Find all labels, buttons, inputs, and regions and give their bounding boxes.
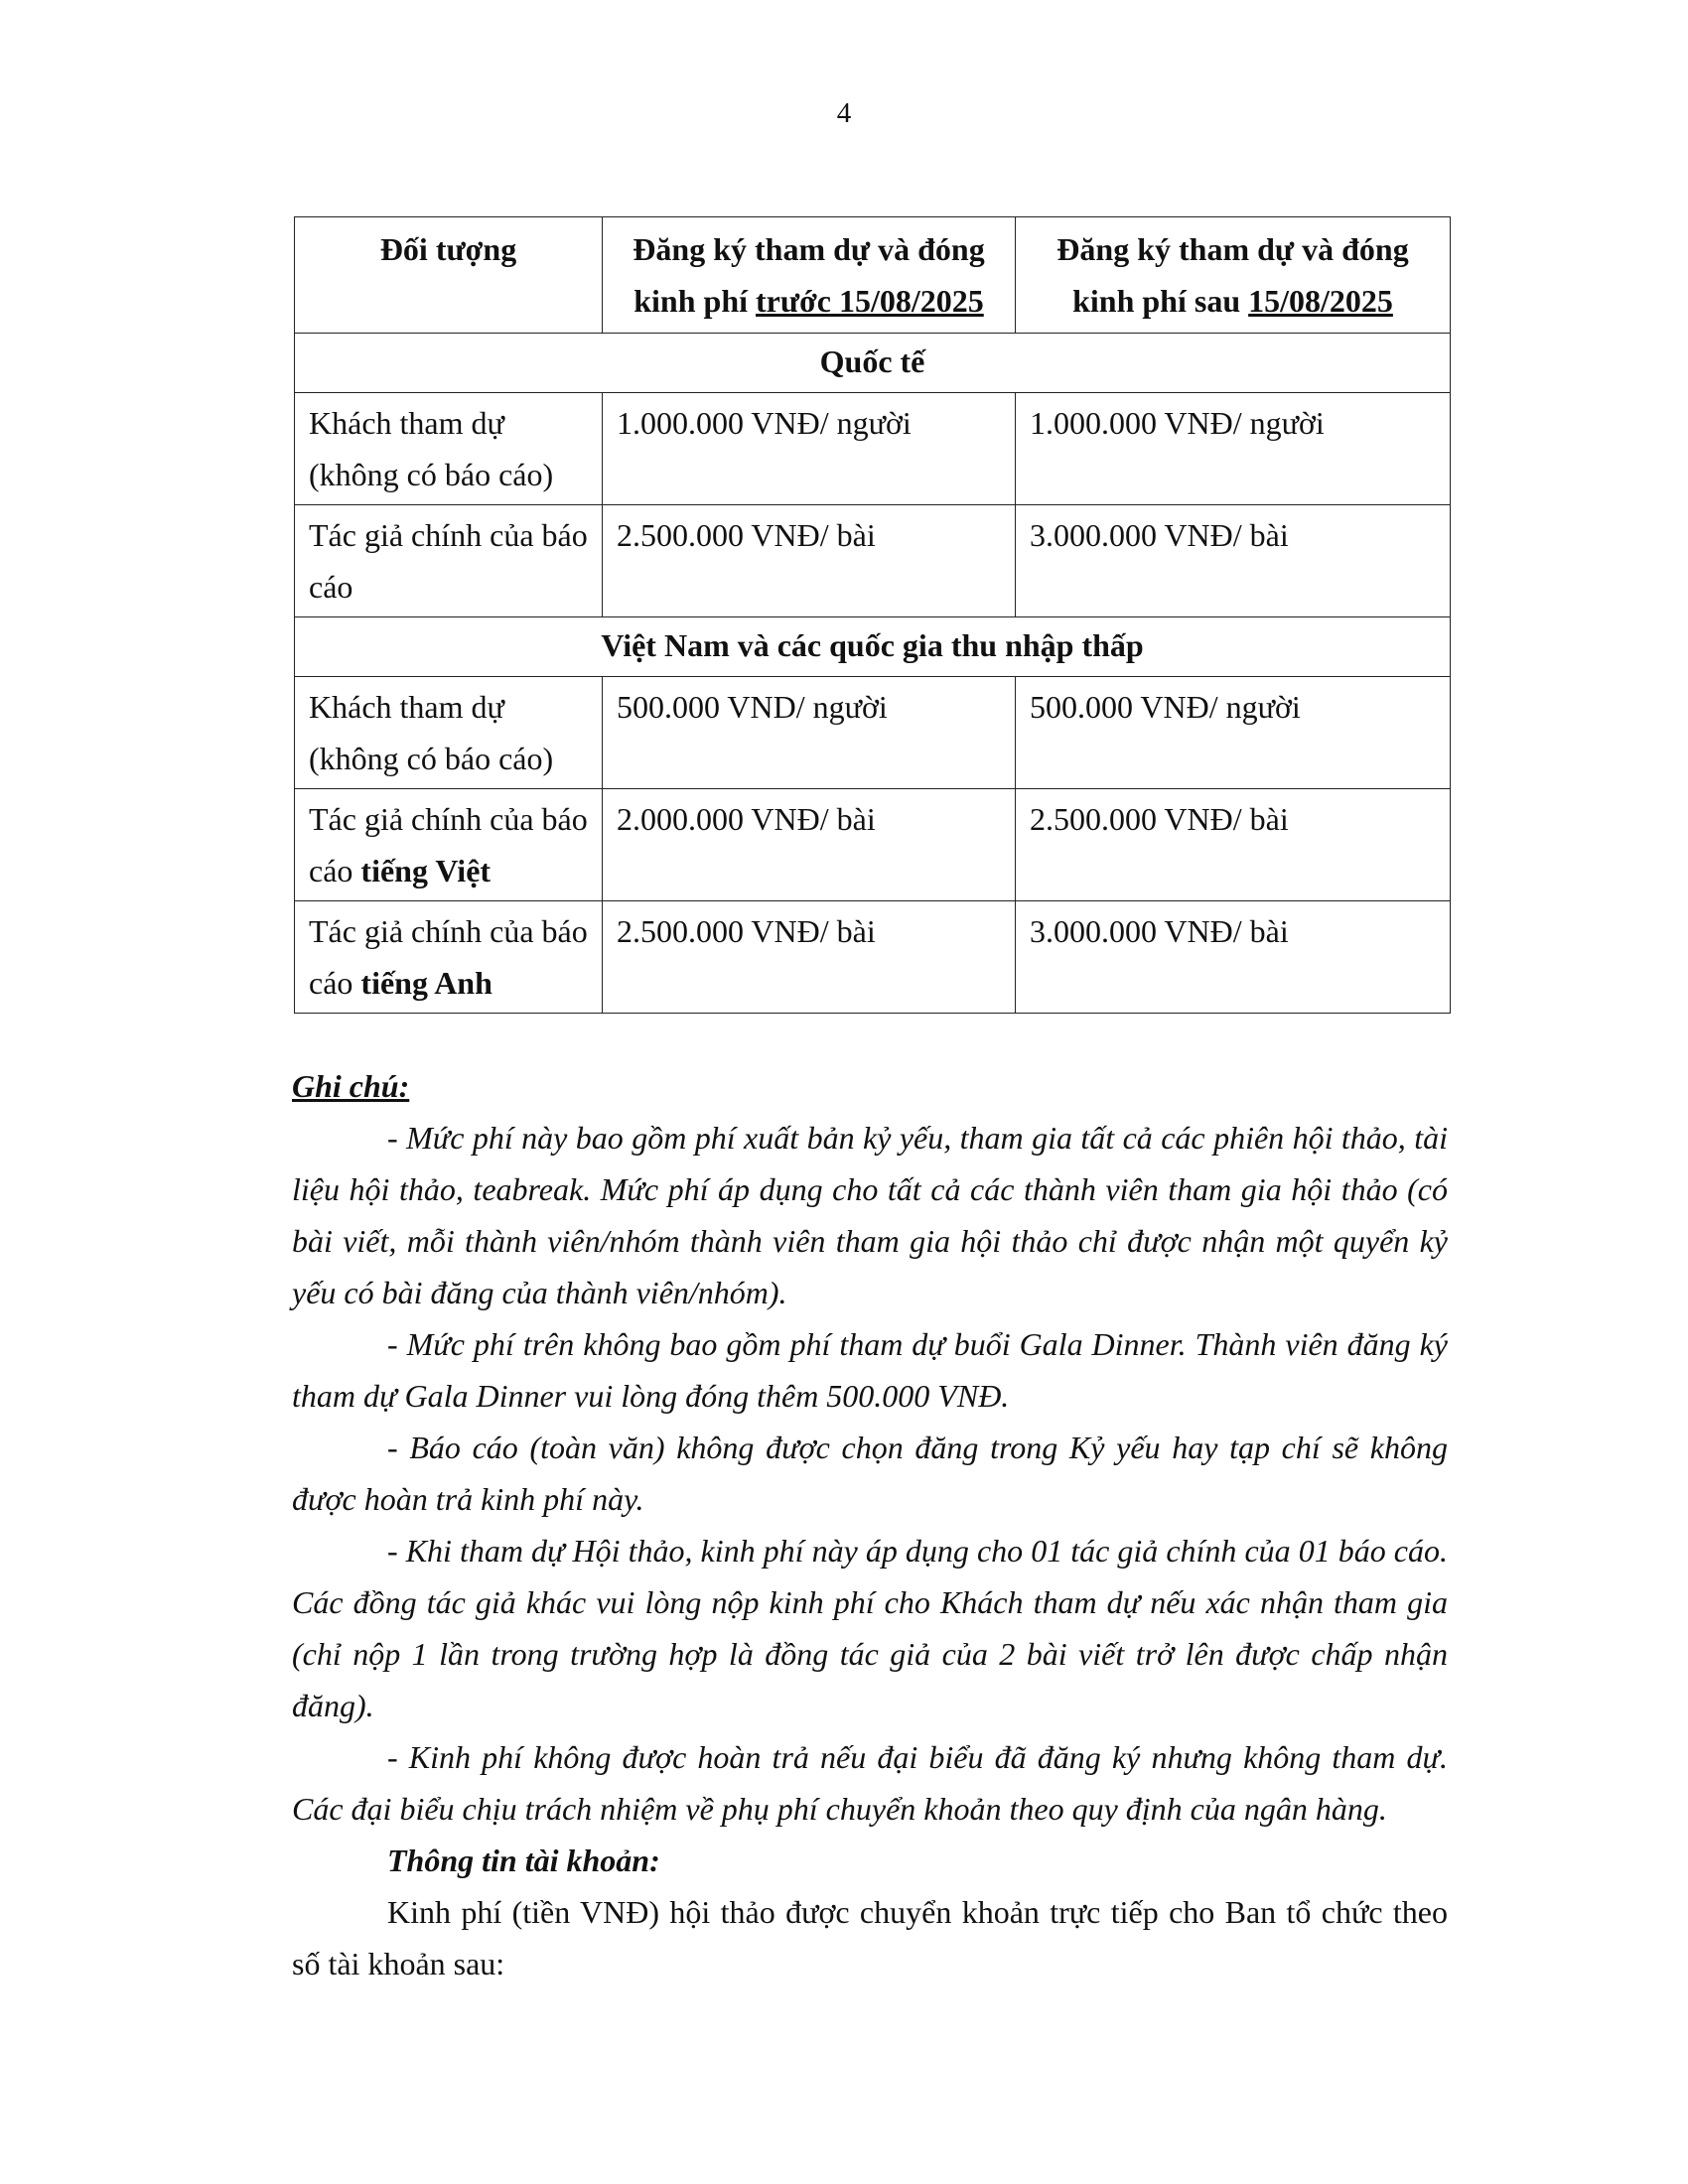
row-label: Tác giả chính của báo cáo [295, 505, 603, 617]
group-row-vietnam [295, 617, 1451, 677]
note-item: - Mức phí này bao gồm phí xuất bản kỷ yếu, tham gia tất cả các phiên hội thảo, tài liệu hội thảo, teabreak. Mức phí áp dụng cho tất cả các thành viên tham gia hội thảo (có bài viết, mỗi thành viên/nhóm thành viên tham gia hội thảo chỉ được nhận một quyển kỷ yếu có bài đăng của thành viên/nhóm). [292, 1120, 1448, 1310]
fee-before: 2.000.000 VNĐ/ bài [603, 789, 1016, 901]
fee-table [294, 216, 1451, 1014]
table-row [295, 789, 1451, 901]
row-label: Khách tham dự (không có báo cáo) [295, 677, 603, 789]
note-item: - Báo cáo (toàn văn) không được chọn đăng trong Kỷ yếu hay tạp chí sẽ không được hoàn trả kinh phí này. [292, 1430, 1448, 1517]
account-text: Kinh phí (tiền VNĐ) hội thảo được chuyển khoản trực tiếp cho Ban tổ chức theo số tài khoản sau: [292, 1894, 1448, 1981]
fee-before: 1.000.000 VNĐ/ người [603, 393, 1016, 505]
header-after-deadline [1016, 217, 1451, 334]
header-after-text: Đăng ký tham dự và đóng kinh phí sau [1056, 231, 1409, 319]
fee-after: 3.000.000 VNĐ/ bài [1016, 505, 1451, 617]
note-item: - Kinh phí không được hoàn trả nếu đại biểu đã đăng ký nhưng không tham dự. Các đại biểu chịu trách nhiệm về phụ phí chuyển khoản theo quy định của ngân hàng. [292, 1739, 1448, 1827]
account-title: Thông tin tài khoản: [387, 1843, 660, 1878]
header-target-group: Đối tượng [295, 217, 603, 334]
row-label: Khách tham dự (không có báo cáo) [295, 393, 603, 505]
fee-before: 2.500.000 VNĐ/ bài [603, 505, 1016, 617]
fee-after: 3.000.000 VNĐ/ bài [1016, 901, 1451, 1014]
header-before-deadline [603, 217, 1016, 334]
fee-after: 1.000.000 VNĐ/ người [1016, 393, 1451, 505]
table-row [295, 677, 1451, 789]
table-row [295, 505, 1451, 617]
fee-after: 500.000 VNĐ/ người [1016, 677, 1451, 789]
header-before-text: Đăng ký tham dự và đóng kinh phí [633, 231, 985, 319]
header-before-date: trước 15/08/2025 [756, 283, 984, 319]
group-title: Quốc tế [295, 334, 1451, 393]
row-label: Tác giả chính của báo cáo tiếng Việt [295, 789, 603, 901]
note-item: - Mức phí trên không bao gồm phí tham dự buổi Gala Dinner. Thành viên đăng ký tham dự Gala Dinner vui lòng đóng thêm 500.000 VNĐ. [292, 1326, 1448, 1414]
header-after-date: 15/08/2025 [1248, 283, 1393, 319]
fee-after: 2.500.000 VNĐ/ bài [1016, 789, 1451, 901]
page-number: 4 [836, 97, 852, 129]
table-row [295, 901, 1451, 1014]
fee-before: 2.500.000 VNĐ/ bài [603, 901, 1016, 1014]
table-header-row [295, 217, 1451, 334]
note-item: - Khi tham dự Hội thảo, kinh phí này áp dụng cho 01 tác giả chính của 01 báo cáo. Các đồng tác giả khác vui lòng nộp kinh phí cho Khách tham dự nếu xác nhận tham gia (chỉ nộp 1 lần trong trường hợp là đồng tác giả của 2 bài viết trở lên được chấp nhận đăng). [292, 1533, 1448, 1723]
fee-before: 500.000 VND/ người [603, 677, 1016, 789]
group-row-international [295, 334, 1451, 393]
notes-section [292, 1060, 1448, 1989]
notes-title: Ghi chú: [292, 1068, 410, 1104]
table-row [295, 393, 1451, 505]
row-label: Tác giả chính của báo cáo tiếng Anh [295, 901, 603, 1014]
group-title: Việt Nam và các quốc gia thu nhập thấp [295, 617, 1451, 677]
